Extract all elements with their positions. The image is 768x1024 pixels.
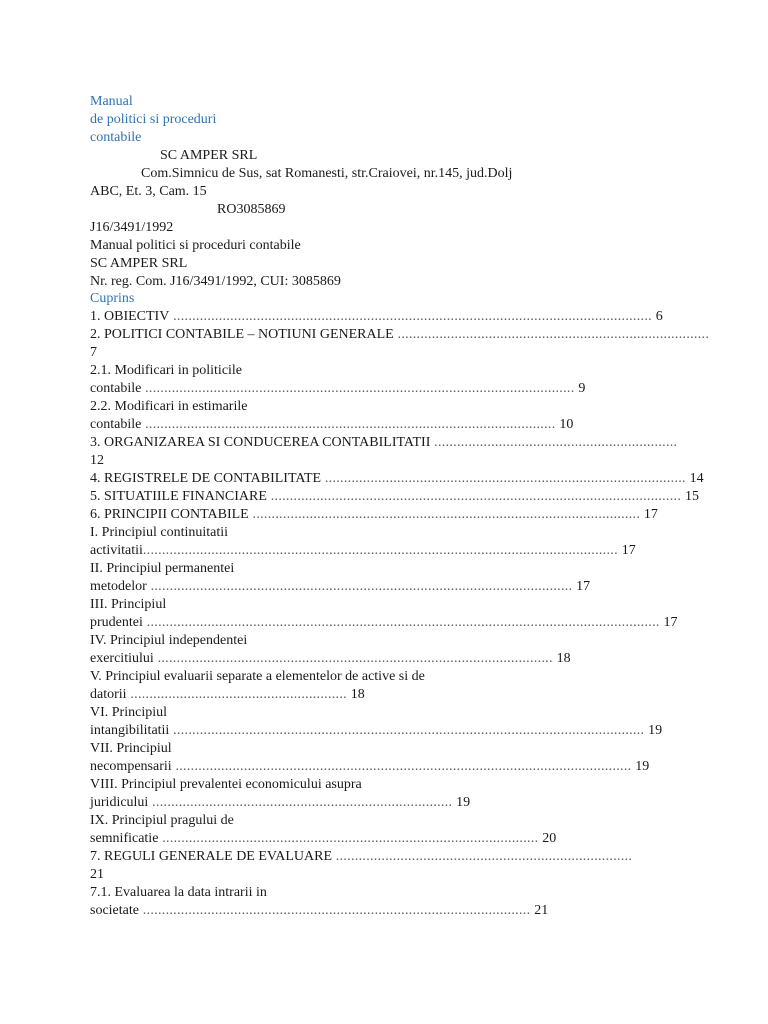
- dot-leader: ......................................................................................................: [248, 507, 644, 522]
- toc-line: [90, 560, 234, 578]
- dot-leader: .............................................................................................................................: [142, 543, 622, 558]
- toc-line: [90, 308, 663, 326]
- dot-leader: ........................................................................................................................: [171, 759, 636, 774]
- toc-line: [90, 722, 662, 740]
- toc-line: [90, 344, 97, 362]
- toc-entry-text: 2. POLITICI CONTABILE – NOTIUNI GENERALE: [90, 327, 394, 342]
- toc-entry-text: I. Principiul continuitatii: [90, 525, 229, 540]
- toc-entry-text: juridicului: [90, 795, 149, 810]
- toc-line: [90, 884, 267, 902]
- manual-title-line-1: Manual: [90, 94, 133, 109]
- toc-page-number: 21: [90, 867, 104, 882]
- toc-entry-text: datorii: [90, 687, 127, 702]
- toc-line: [90, 866, 104, 884]
- toc-page-number: 15: [684, 489, 699, 504]
- toc-line: [90, 794, 470, 812]
- toc-page-number: 9: [578, 381, 586, 396]
- toc-page-number: 18: [556, 651, 571, 666]
- toc-page-number: 21: [534, 903, 549, 918]
- toc-line: [90, 704, 167, 722]
- toc-line: [90, 902, 548, 920]
- toc-line: [90, 830, 556, 848]
- registration-number: J16/3491/1992: [90, 220, 174, 235]
- toc-page-number: 6: [655, 309, 663, 324]
- toc-page-number: 12: [90, 453, 104, 468]
- dot-leader: .........................................................: [126, 687, 351, 702]
- toc-line: [90, 362, 242, 380]
- toc-line: [90, 614, 677, 632]
- toc-line: [90, 380, 585, 398]
- dot-leader: ......................................................................................................: [138, 903, 535, 918]
- toc-page-number: 10: [559, 417, 574, 432]
- toc-page-number: 19: [635, 759, 650, 774]
- toc-page-number: 20: [542, 831, 557, 846]
- toc-line: [90, 668, 425, 686]
- toc-entry-text: 4. REGISTRELE DE CONTABILITATE: [90, 471, 322, 486]
- dot-leader: ..............................................................................: [332, 849, 633, 864]
- company-name-repeat: SC AMPER SRL: [90, 256, 188, 271]
- toc-line: [90, 740, 172, 758]
- dot-leader: ........................................................................................................: [153, 651, 557, 666]
- toc-page-number: 14: [689, 471, 704, 486]
- toc-page-number: 17: [576, 579, 591, 594]
- dot-leader: ...............................................................................................: [321, 471, 690, 486]
- toc-entry-text: necompensarii: [90, 759, 172, 774]
- toc-entry-text: II. Principiul permanentei: [90, 561, 235, 576]
- toc-entry-text: contabile: [90, 381, 142, 396]
- toc-entry-text: semnificatie: [90, 831, 159, 846]
- dot-leader: ............................................................................................................................: [169, 723, 649, 738]
- toc-line: [90, 524, 228, 542]
- toc-line: [90, 578, 590, 596]
- dot-leader: ................................................................: [430, 435, 678, 450]
- toc-line: [90, 686, 365, 704]
- document-title: Manual politici si proceduri contabile: [90, 238, 301, 253]
- toc-entry-text: 7.1. Evaluarea la data intrarii in: [90, 885, 267, 900]
- fiscal-code: RO3085869: [217, 202, 286, 217]
- toc-line: [90, 812, 234, 830]
- toc-entry-text: 2.1. Modificari in politicile: [90, 363, 243, 378]
- toc-line: [90, 596, 166, 614]
- toc-page-number: 17: [643, 507, 658, 522]
- dot-leader: ...................................................................................................: [158, 831, 543, 846]
- toc-line: [90, 470, 704, 488]
- toc-entry-text: 2.2. Modificari in estimarile: [90, 399, 248, 414]
- dot-leader: .......................................................................................................................................: [142, 615, 664, 630]
- toc-entry-text: VIII. Principiul prevalentei economicului asupra: [90, 777, 362, 792]
- company-address-line-2: ABC, Et. 3, Cam. 15: [90, 184, 207, 199]
- toc-entry-text: contabile: [90, 417, 142, 432]
- toc-line: [90, 326, 709, 344]
- toc-line: [90, 758, 649, 776]
- dot-leader: ...............................................................................: [148, 795, 457, 810]
- dot-leader: .................................................................................................................: [141, 381, 579, 396]
- toc-line: [90, 848, 632, 866]
- toc-entry-text: metodelor: [90, 579, 147, 594]
- toc-entry-text: VI. Principiul: [90, 705, 167, 720]
- toc-page-number: 7: [90, 345, 97, 360]
- toc-line: [90, 632, 247, 650]
- toc-page-number: 19: [456, 795, 471, 810]
- toc-entry-text: VII. Principiul: [90, 741, 172, 756]
- company-address-line-1: Com.Simnicu de Sus, sat Romanesti, str.Craiovei, nr.145, jud.Dolj: [141, 166, 513, 181]
- toc-line: [90, 506, 658, 524]
- registration-details: Nr. reg. Com. J16/3491/1992, CUI: 3085869: [90, 274, 341, 289]
- toc-entry-text: 3. ORGANIZAREA SI CONDUCEREA CONTABILITATII: [90, 435, 431, 450]
- toc-entry-text: III. Principiul: [90, 597, 167, 612]
- toc-line: [90, 398, 247, 416]
- toc-entry-text: IV. Principiul independentei: [90, 633, 248, 648]
- toc-entry-text: 6. PRINCIPII CONTABILE: [90, 507, 249, 522]
- toc-page-number: 18: [350, 687, 365, 702]
- toc-entry-text: societate: [90, 903, 139, 918]
- toc-entry-text: IX. Principiul pragului de: [90, 813, 234, 828]
- toc-line: [90, 776, 362, 794]
- dot-leader: ..................................................................................: [393, 327, 710, 342]
- toc-entry-text: activitatii: [90, 543, 143, 558]
- company-name: SC AMPER SRL: [160, 148, 258, 163]
- toc-line: [90, 416, 573, 434]
- toc-entry-text: exercitiului: [90, 651, 154, 666]
- toc-entry-text: intangibilitatii: [90, 723, 170, 738]
- dot-leader: ............................................................................................................: [266, 489, 685, 504]
- toc-line: [90, 650, 571, 668]
- manual-title-line-2: de politici si proceduri: [90, 112, 217, 127]
- toc-page-number: 17: [663, 615, 678, 630]
- toc-line: [90, 488, 699, 506]
- toc-entry-text: 7. REGULI GENERALE DE EVALUARE: [90, 849, 332, 864]
- toc-line: [90, 542, 636, 560]
- toc-heading: Cuprins: [90, 291, 135, 306]
- toc-line: [90, 452, 104, 470]
- dot-leader: ..............................................................................................................................: [169, 309, 656, 324]
- toc-entry-text: 5. SITUATIILE FINANCIARE: [90, 489, 267, 504]
- toc-entry-text: 1. OBIECTIV: [90, 309, 170, 324]
- dot-leader: ............................................................................................................: [141, 417, 560, 432]
- toc-entry-text: V. Principiul evaluarii separate a elementelor de active si de: [90, 669, 425, 684]
- manual-title-line-3: contabile: [90, 130, 142, 145]
- toc-page-number: 19: [648, 723, 663, 738]
- toc-page-number: 17: [621, 543, 636, 558]
- dot-leader: ...............................................................................................................: [146, 579, 577, 594]
- toc-line: [90, 434, 677, 452]
- toc-entry-text: prudentei: [90, 615, 143, 630]
